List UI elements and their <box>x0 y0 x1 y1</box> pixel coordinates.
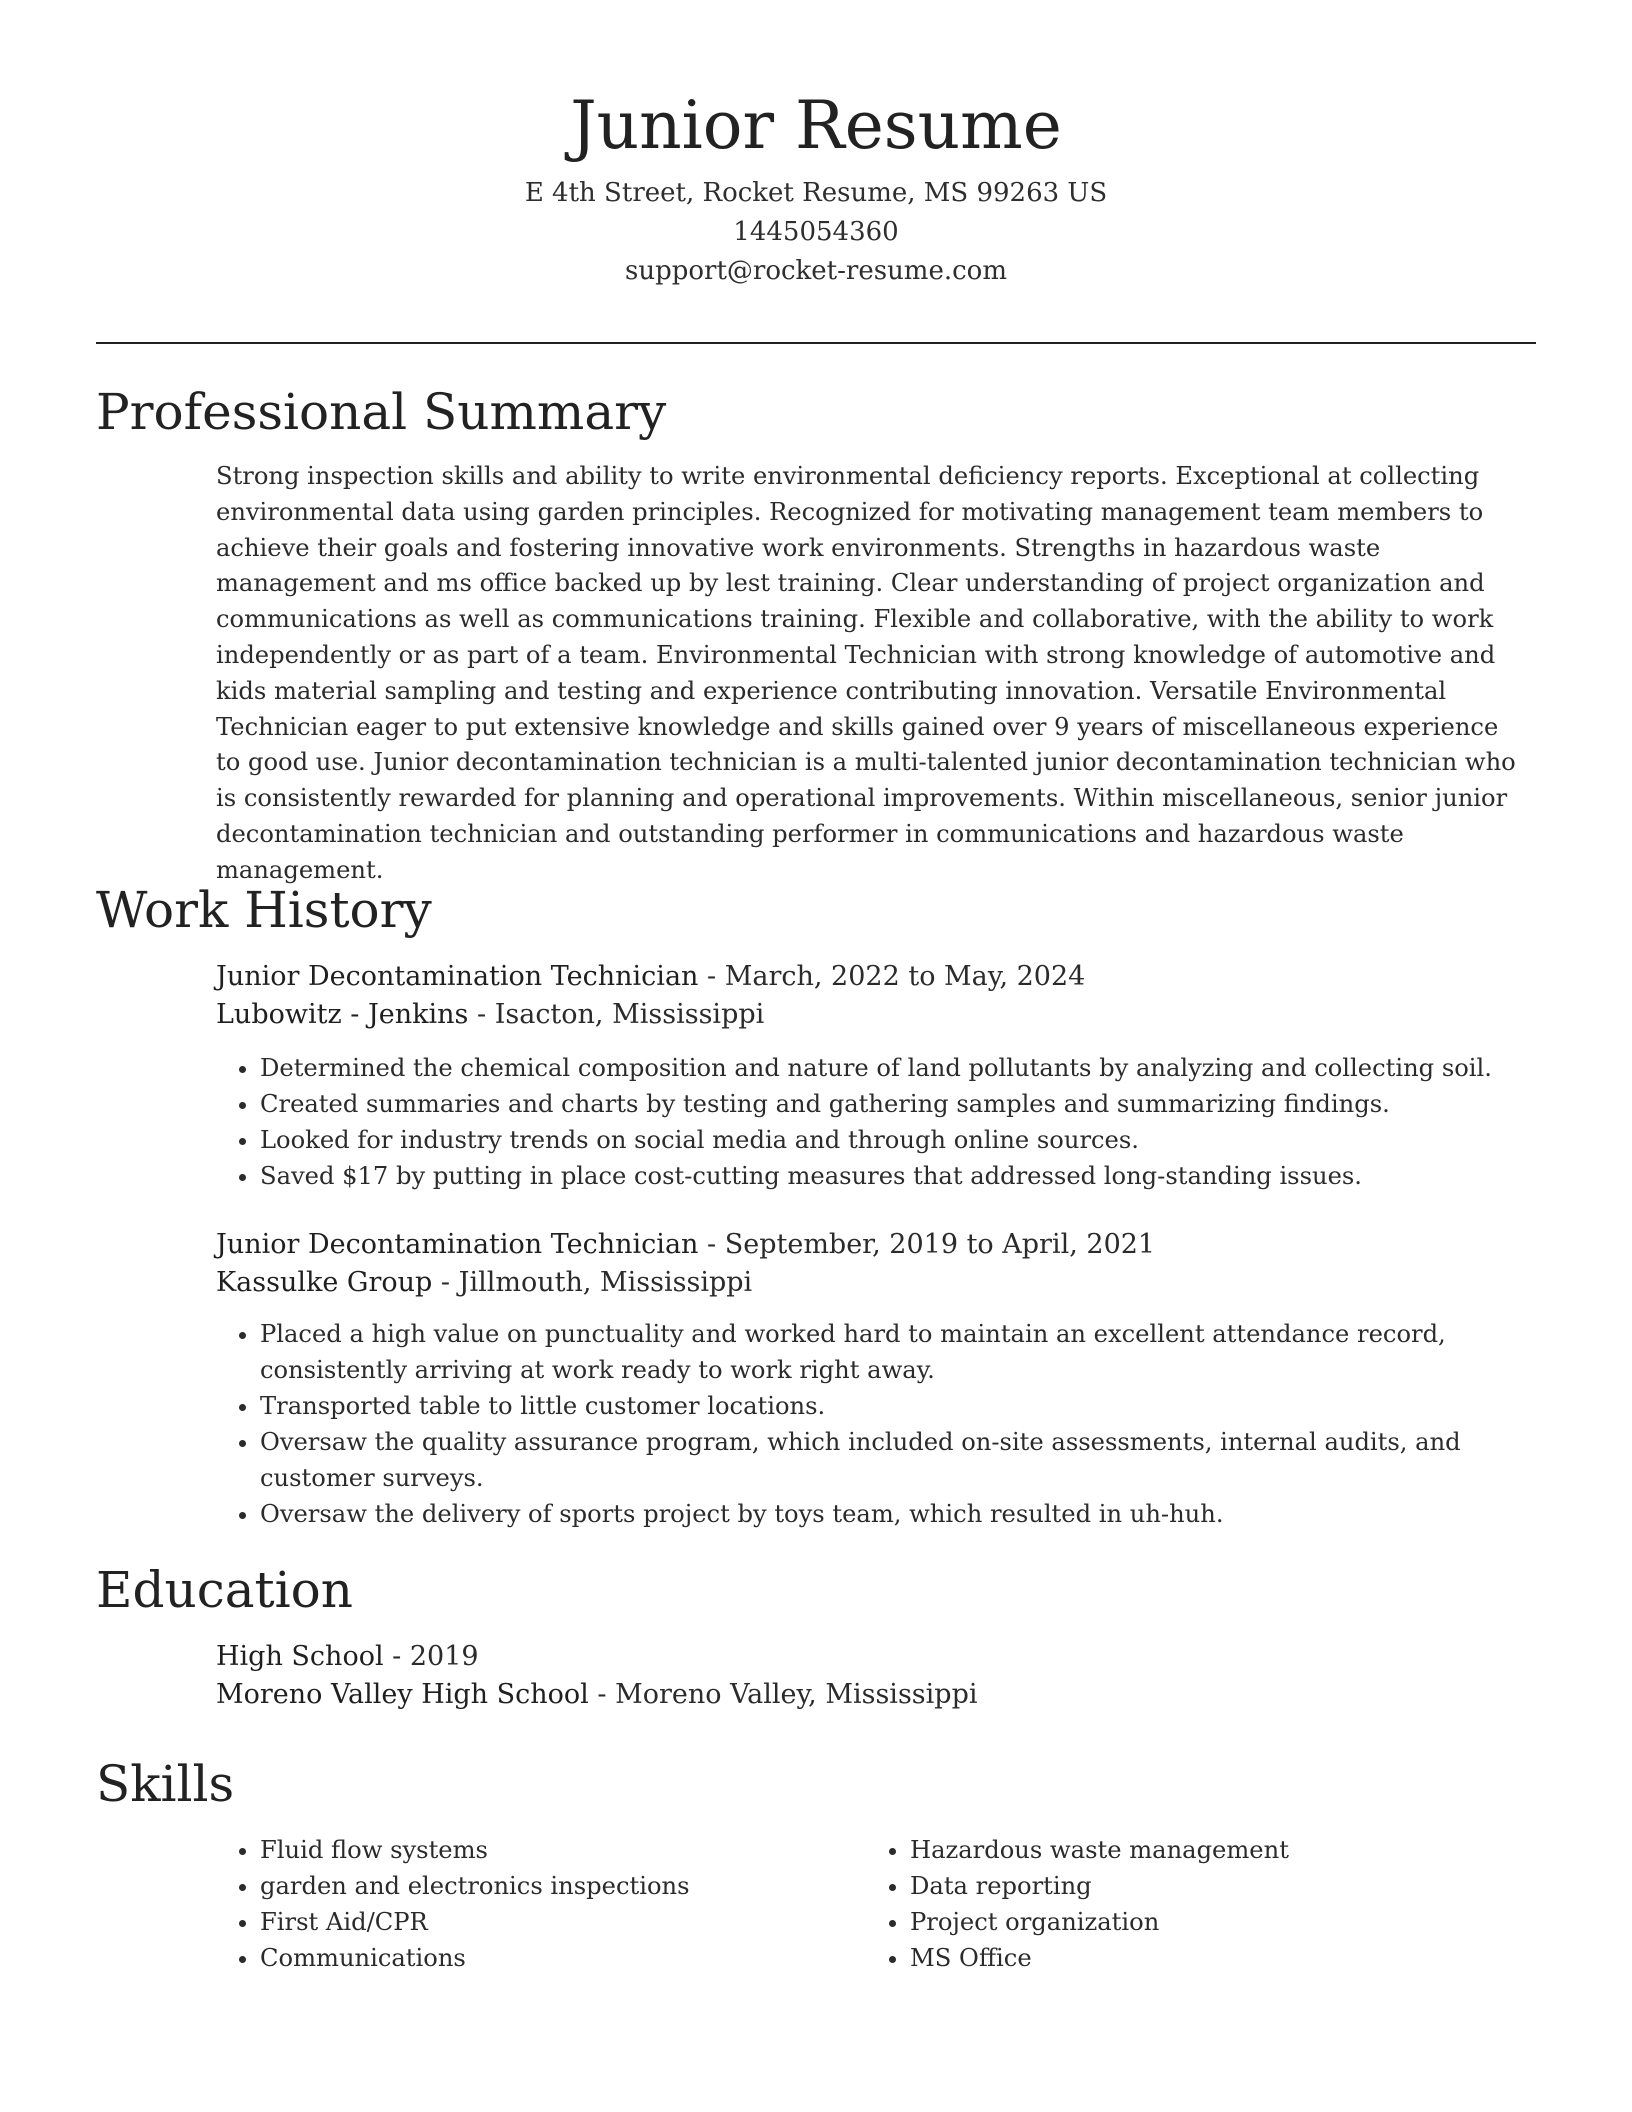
job-bullet: • Determined the chemical composition and nature of land pollutants by analyzing and collecting soil. <box>260 1050 1536 1086</box>
summary-heading: Professional Summary <box>96 383 667 441</box>
job-location: - Isacton, Mississippi <box>468 999 765 1030</box>
skill-item: • First Aid/CPR <box>260 1904 856 1940</box>
skills-column-right <box>866 1832 1506 1976</box>
job-bullets <box>216 1050 1536 1194</box>
education-degree: High School <box>216 1641 384 1672</box>
job-title-line <box>216 958 1536 996</box>
education-heading: Education <box>96 1561 353 1619</box>
skill-item: • Fluid flow systems <box>260 1832 856 1868</box>
contact-address: E 4th Street, Rocket Resume, MS 99263 US <box>524 178 1108 208</box>
skill-item: • Communications <box>260 1940 856 1976</box>
work-history-heading: Work History <box>96 881 432 939</box>
contact-email: support@rocket-resume.com <box>624 256 1007 286</box>
skill-item: • Hazardous waste management <box>910 1832 1506 1868</box>
job-dates: - March, 2022 to May, 2024 <box>698 961 1086 992</box>
summary-text: Strong inspection skills and ability to write environmental deficiency reports. Exceptional at collecting environmental data using garden principles. Recognized for motivating management team members to achieve their goals and fostering innovative work environments. Strengths in hazardous waste management and ms office backed up by lest training. Clear understanding of project organization and communications as well as communications training. Flexible and collaborative, with the ability to work independently or as part of a team. Environmental Technician with strong knowledge of automotive and kids material sampling and testing and experience contributing innovation. Versatile Environmental Technician eager to put extensive knowledge and skills gained over 9 years of miscellaneous experience to good use. Junior decontamination technician is a multi-talented junior decontamination technician who is consistently rewarded for planning and operational improvements. Within miscellaneous, senior junior decontamination technician and outstanding performer in communications and hazardous waste management. <box>216 462 1516 884</box>
education-degree-line <box>216 1638 1536 1676</box>
job-entry <box>216 958 1536 1194</box>
education-entry <box>216 1638 1536 1714</box>
skill-item: • MS Office <box>910 1940 1506 1976</box>
job-bullet: • Transported table to little customer locations. <box>260 1388 1536 1424</box>
job-bullet: • Looked for industry trends on social media and through online sources. <box>260 1122 1536 1158</box>
skills-heading: Skills <box>96 1755 235 1813</box>
header-divider <box>96 342 1536 344</box>
education-year: - 2019 <box>383 1641 479 1672</box>
job-title-line <box>216 1226 1536 1264</box>
job-company-line <box>216 1264 1536 1302</box>
job-title: Junior Decontamination Technician <box>216 1229 699 1260</box>
candidate-name: Junior Resume <box>570 87 1062 164</box>
education-school-line <box>216 1676 1536 1714</box>
job-dates: - September, 2019 to April, 2021 <box>698 1229 1156 1260</box>
job-bullet: • Created summaries and charts by testing and gathering samples and summarizing findings. <box>260 1086 1536 1122</box>
skill-item: • Data reporting <box>910 1868 1506 1904</box>
job-bullet: • Oversaw the delivery of sports project by toys team, which resulted in uh-huh. <box>260 1496 1536 1532</box>
education-school: Moreno Valley High School <box>216 1679 589 1710</box>
job-location: - Jillmouth, Mississippi <box>432 1267 753 1298</box>
skill-item: • garden and electronics inspections <box>260 1868 856 1904</box>
job-entry <box>216 1226 1536 1532</box>
job-bullets <box>216 1316 1536 1532</box>
contact-phone: 1445054360 <box>733 217 899 247</box>
job-company: Lubowitz - Jenkins <box>216 999 469 1030</box>
job-bullet: • Saved $17 by putting in place cost-cutting measures that addressed long-standing issues. <box>260 1158 1536 1194</box>
resume-header <box>0 82 1632 291</box>
job-company: Kassulke Group <box>216 1267 433 1298</box>
job-bullet: • Placed a high value on punctuality and worked hard to maintain an excellent attendance record, consistently arriving at work ready to work right away. <box>260 1316 1536 1388</box>
job-title: Junior Decontamination Technician <box>216 961 699 992</box>
skill-item: • Project organization <box>910 1904 1506 1940</box>
education-location: - Moreno Valley, Mississippi <box>588 1679 978 1710</box>
job-company-line <box>216 996 1536 1034</box>
job-bullet: • Oversaw the quality assurance program, which included on-site assessments, internal audits, and customer surveys. <box>260 1424 1536 1496</box>
skills-column-left <box>216 1832 856 1976</box>
